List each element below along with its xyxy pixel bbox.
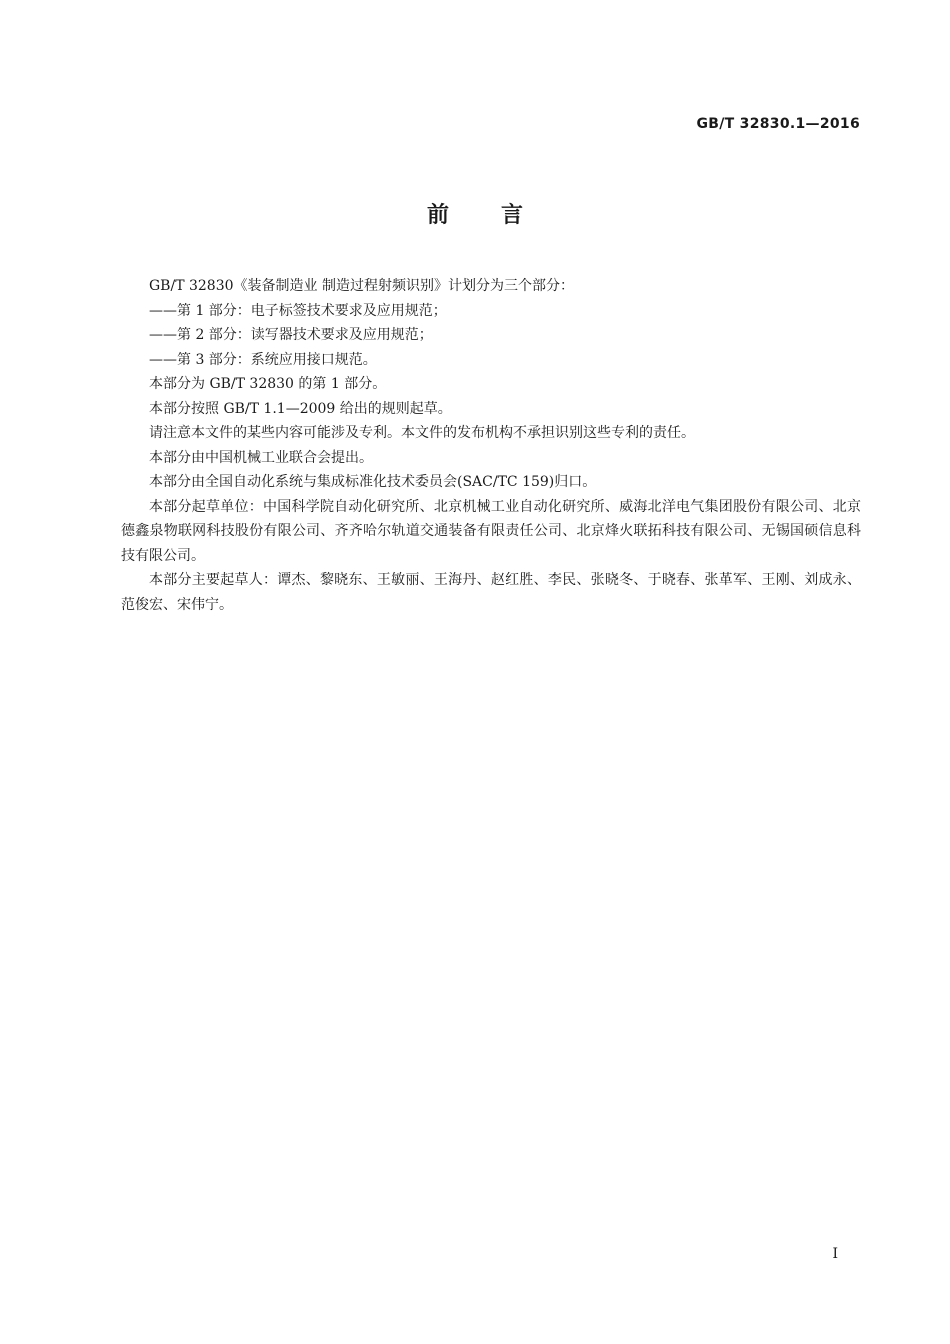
paragraph-drafting-units: 本部分起草单位：中国科学院自动化研究所、北京机械工业自动化研究所、威海北洋电气集团股份有限公司、北京德鑫泉物联网科技股份有限公司、齐齐哈尔轨道交通装备有限责任公司、北京烽火联拓科技有限公司、无锡国硕信息科技有限公司。 xyxy=(121,498,861,564)
paragraph-parts-intro: GB/T 32830《装备制造业 制造过程射频识别》计划分为三个部分： xyxy=(149,278,574,294)
paragraph-proposed-by: 本部分由中国机械工业联合会提出。 xyxy=(149,449,373,466)
paragraph-patent-notice: 请注意本文件的某些内容可能涉及专利。本文件的发布机构不承担识别这些专利的责任。 xyxy=(149,425,695,441)
paragraph-technical-committee: 本部分由全国自动化系统与集成标准化技术委员会(SAC/TC 159)归口。 xyxy=(149,474,597,490)
list-item-part-2: ——第 2 部分：读写器技术要求及应用规范； xyxy=(149,327,433,343)
list-item-part-3: ——第 3 部分：系统应用接口规范。 xyxy=(149,351,377,368)
paragraph-drafting-rules: 本部分按照 GB/T 1.1—2009 给出的规则起草。 xyxy=(149,400,452,417)
page-number: I xyxy=(832,1246,838,1262)
standard-code: GB/T 32830.1—2016 xyxy=(696,116,860,132)
paragraph-this-part: 本部分为 GB/T 32830 的第 1 部分。 xyxy=(149,376,387,392)
list-item-part-1: ——第 1 部分：电子标签技术要求及应用规范； xyxy=(149,302,447,319)
foreword-body xyxy=(121,274,861,617)
paragraph-main-drafters: 本部分主要起草人：谭杰、黎晓东、王敏丽、王海丹、赵红胜、李民、张晓冬、于晓春、张革军、王刚、刘成永、范俊宏、宋伟宁。 xyxy=(121,572,861,613)
page-title: 前言 xyxy=(426,203,575,228)
